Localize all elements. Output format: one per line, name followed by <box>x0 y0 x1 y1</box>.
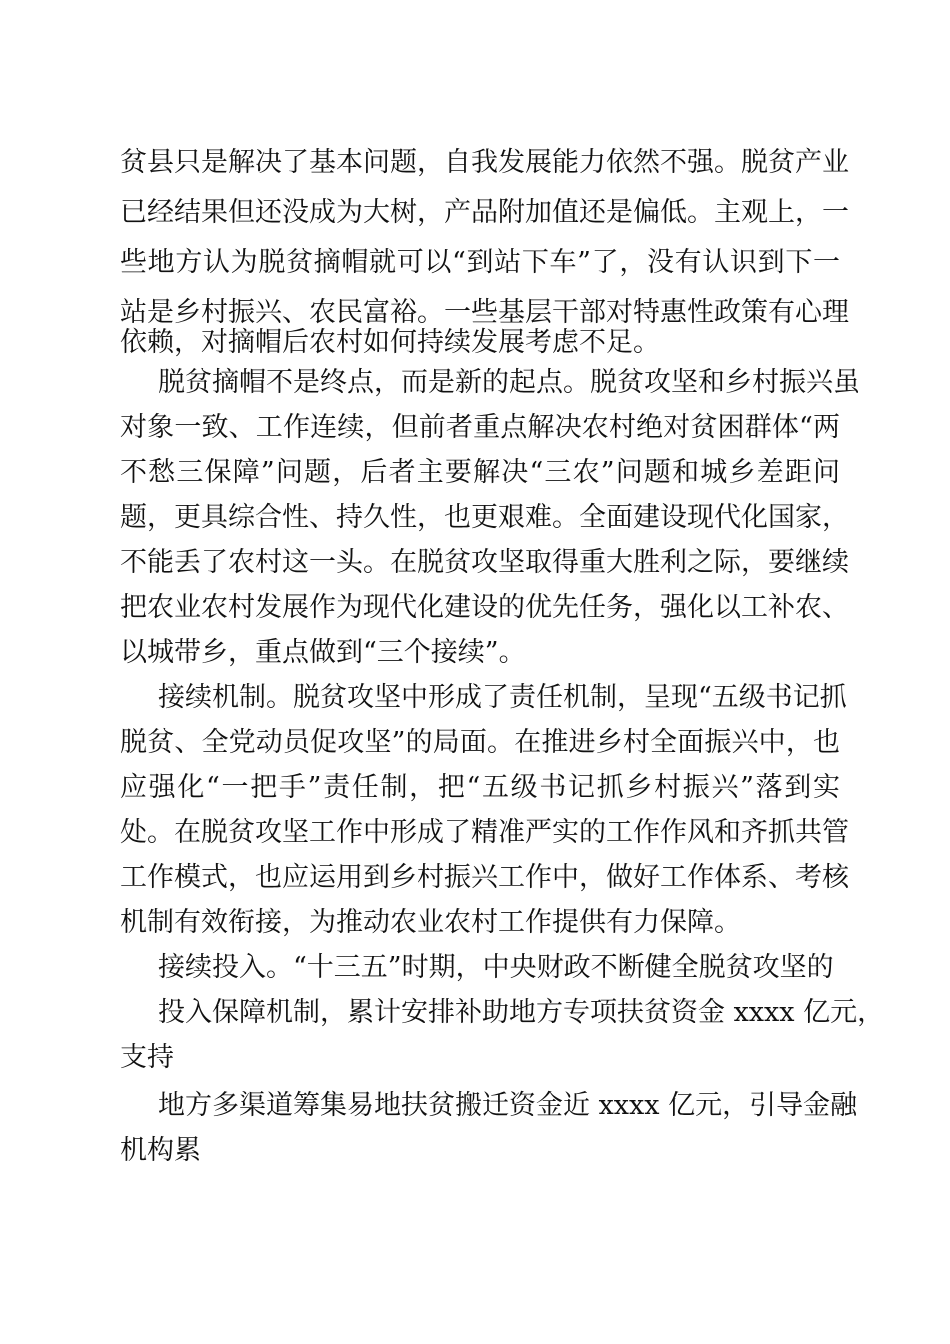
paragraph-1-line-5: 依赖，对摘帽后农村如何持续发展考虑不足。 <box>120 327 660 358</box>
paragraph-2-line-5: 不能丢了农村这一头。在脱贫攻坚取得重大胜利之际，要继续 <box>120 547 849 578</box>
paragraph-3-line-4: 处。在脱贫攻坚工作中形成了精准严实的工作作风和齐抓共管 <box>120 817 849 848</box>
paragraph-4-line-2: 投入保障机制，累计安排补助地方专项扶贫资金 xxxx 亿元， <box>158 997 885 1028</box>
paragraph-2-line-1: 脱贫摘帽不是终点，而是新的起点。脱贫攻坚和乡村振兴虽 <box>158 367 860 398</box>
paragraph-1-line-4: 站是乡村振兴、农民富裕。一些基层干部对特惠性政策有心理 <box>120 297 849 328</box>
paragraph-5-line-2: 机构累 <box>120 1135 201 1166</box>
paragraph-2-line-2: 对象一致、工作连续，但前者重点解决农村绝对贫困群体“两 <box>120 412 840 443</box>
paragraph-2-line-6: 把农业农村发展作为现代化建设的优先任务，强化以工补农、 <box>120 592 849 623</box>
paragraph-2-line-3: 不愁三保障”问题，后者主要解决“三农”问题和城乡差距问 <box>120 457 840 488</box>
paragraph-1-line-2: 已经结果但还没成为大树，产品附加值还是偏低。主观上，一 <box>120 197 849 228</box>
paragraph-3-line-6: 机制有效衔接，为推动农业农村工作提供有力保障。 <box>120 907 741 938</box>
paragraph-5-line-1: 地方多渠道筹集易地扶贫搬迁资金近 xxxx 亿元，引导金融 <box>158 1090 858 1121</box>
paragraph-1-line-3: 些地方认为脱贫摘帽就可以“到站下车”了，没有认识到下一 <box>120 247 840 278</box>
paragraph-3-line-5: 工作模式，也应运用到乡村振兴工作中，做好工作体系、考核 <box>120 862 849 893</box>
paragraph-3-line-3: 应强化“一把手”责任制，把“五级书记抓乡村振兴”落到实 <box>120 772 840 803</box>
paragraph-1-line-1: 贫县只是解决了基本问题，自我发展能力依然不强。脱贫产业 <box>120 147 849 178</box>
paragraph-4-line-1: 接续投入。“十三五”时期，中央财政不断健全脱贫攻坚的 <box>158 952 834 983</box>
paragraph-3-line-2: 脱贫、全党动员促攻坚”的局面。在推进乡村全面振兴中，也 <box>120 727 840 758</box>
paragraph-2-line-7: 以城带乡，重点做到“三个接续”。 <box>120 637 526 668</box>
paragraph-3-line-1: 接续机制。脱贫攻坚中形成了责任机制，呈现“五级书记抓 <box>158 682 847 713</box>
paragraph-2-line-4: 题，更具综合性、持久性，也更艰难。全面建设现代化国家， <box>120 502 849 533</box>
paragraph-4-line-3: 支持 <box>120 1042 174 1073</box>
